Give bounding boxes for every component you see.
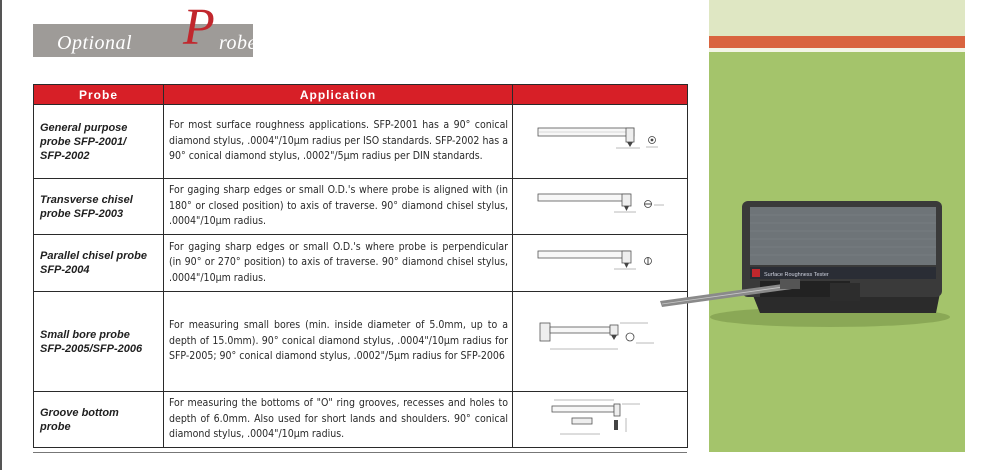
probe-name-cell xyxy=(34,179,164,235)
application-cell: For gaging sharp edges or small O.D.'s where probe is perpendicular (in 90° or 270° position) to axis of traverse. 90° diamond chisel stylus, .0004"/10µm radius. xyxy=(164,235,513,292)
table-row xyxy=(34,292,688,392)
application-cell: For gaging sharp edges or small O.D.'s where probe is aligned with (in 180° or closed position) to axis of traverse. 90° diamond chisel stylus, .0004"/10µm radius. xyxy=(164,179,513,235)
sidebar-orange-stripe xyxy=(709,36,965,48)
application-cell: For most surface roughness applications. SFP-2001 has a 90° conical diamond stylus, .0004"/10µm radius per ISO standards. SFP-2002 has a 90° conical diamond stylus, .0002"/5µm radius per DIN standards. xyxy=(164,105,513,179)
left-page-rule xyxy=(0,0,2,470)
probe-name: Transverse chisel probe SFP-2003 xyxy=(40,193,133,220)
probe-name-cell xyxy=(34,292,164,392)
section-title-banner xyxy=(33,0,266,57)
title-word-rest: robes xyxy=(219,32,266,54)
transverse-chisel-probe-diagram-icon xyxy=(530,184,670,224)
probe-name-cell xyxy=(34,235,164,292)
table-row xyxy=(34,105,688,179)
application-cell: For measuring the bottoms of "O" ring grooves, recesses and holes to depth of 6.0mm. Also used for short lands and shoulders. 90° conical diamond stylus, .0004"/10µm radius. xyxy=(164,392,513,448)
probes-table xyxy=(33,84,688,448)
sidebar-top-band xyxy=(709,0,965,36)
device-label: Surface Roughness Tester xyxy=(764,272,829,278)
probe-name: General purpose probe SFP-2001/ SFP-2002 xyxy=(40,121,128,162)
bottom-rule xyxy=(33,452,687,453)
probe-name: Small bore probe SFP-2005/SFP-2006 xyxy=(40,328,143,355)
groove-bottom-probe-diagram-icon xyxy=(530,394,670,440)
table-header-row xyxy=(34,85,688,105)
probe-image-cell xyxy=(513,105,688,179)
table-row xyxy=(34,392,688,448)
small-bore-probe-diagram-icon xyxy=(530,309,670,369)
title-initial-letter: P xyxy=(183,0,215,56)
probe-name-cell xyxy=(34,392,164,448)
probes-table-container xyxy=(33,84,687,448)
header-probe: Probe xyxy=(34,85,164,105)
application-cell: For measuring small bores (min. inside diameter of 5.0mm, up to a depth of 15.0mm). 90° conical diamond stylus, .0004"/10µm radius for SFP-2005; 90° conical diamond stylus, .0002"/5µm radius for SFP-2006 xyxy=(164,292,513,392)
parallel-chisel-probe-diagram-icon xyxy=(530,241,670,281)
probe-name: Groove bottom probe xyxy=(40,406,119,433)
probe-name: Parallel chisel probe SFP-2004 xyxy=(40,250,147,276)
header-image xyxy=(513,85,688,105)
table-row xyxy=(34,179,688,235)
title-word-optional: Optional xyxy=(57,32,133,54)
straight-probe-diagram-icon xyxy=(530,114,670,164)
table-row xyxy=(34,235,688,292)
surface-roughness-tester-icon xyxy=(660,195,950,335)
probe-name-cell xyxy=(34,105,164,179)
header-application: Application xyxy=(164,85,513,105)
probe-image-cell xyxy=(513,392,688,448)
